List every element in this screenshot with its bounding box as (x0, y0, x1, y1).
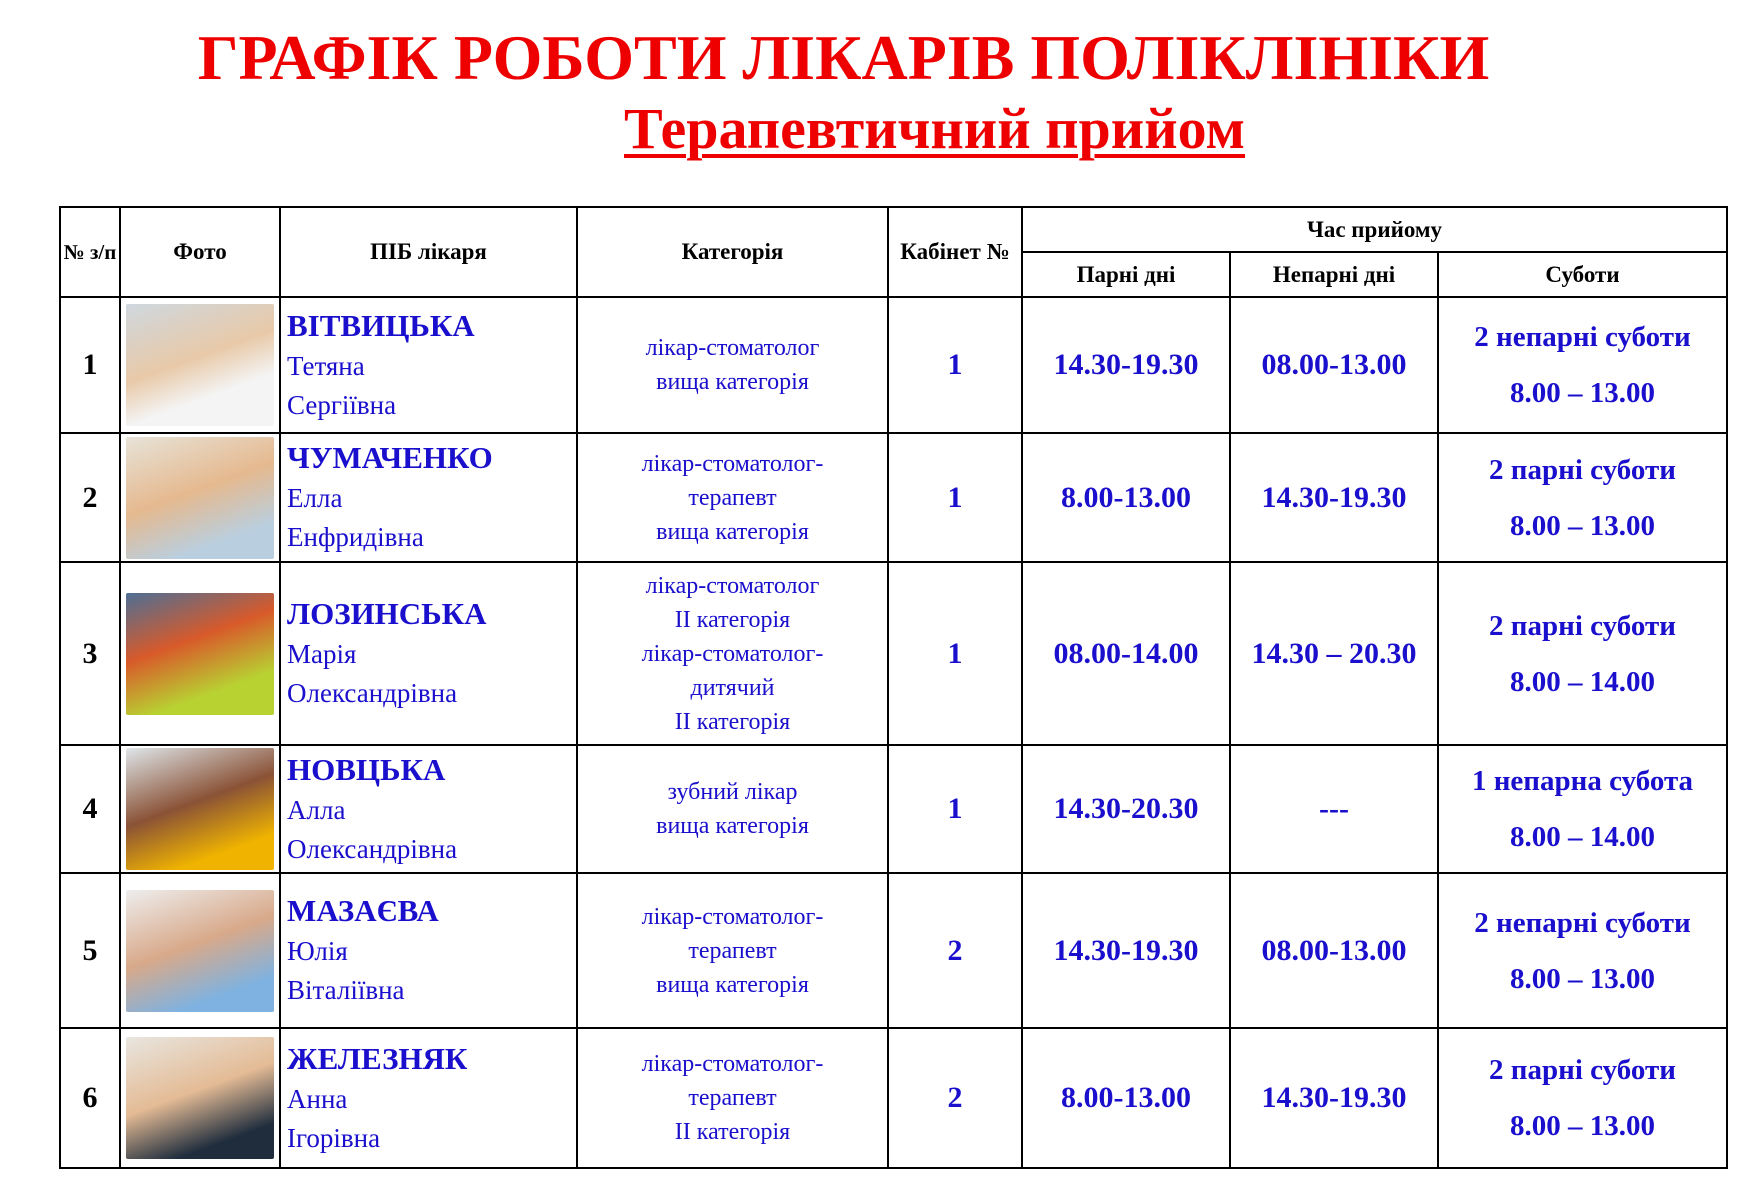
doctor-name (280, 873, 577, 1028)
surname: ВІТВИЦЬКА (287, 307, 475, 343)
header-sat: Суботи (1438, 252, 1727, 297)
saturday-days: 1 непарна субота (1471, 765, 1694, 797)
saturday-days: 2 парні суботи (1489, 453, 1676, 486)
saturday-schedule (1438, 433, 1727, 562)
saturday-time: 8.00 – 13.00 (1510, 377, 1655, 409)
header-num: № з/п (60, 207, 120, 297)
given-name: Елла (287, 483, 343, 513)
header-category: Категорія (577, 207, 888, 297)
row-number: 1 (60, 297, 120, 433)
given-name: Тетяна (287, 350, 365, 381)
patronymic: Сергіївна (287, 389, 397, 420)
photo-cell (120, 745, 280, 873)
header-name: ПІБ лікаря (280, 207, 577, 297)
saturday-time: 8.00 – 14.00 (1510, 821, 1655, 853)
given-name: Марія (287, 639, 357, 669)
doctor-photo (126, 748, 274, 870)
odd-days-time: 08.00-13.00 (1230, 873, 1438, 1028)
photo-cell (120, 562, 280, 745)
given-name: Юлія (287, 936, 348, 966)
row-number: 3 (60, 562, 120, 745)
header-even: Парні дні (1022, 252, 1230, 297)
odd-days-time: --- (1230, 745, 1438, 873)
table-row (60, 873, 1727, 1028)
even-days-time: 14.30-19.30 (1022, 873, 1230, 1028)
page-title: ГРАФІК РОБОТИ ЛІКАРІВ ПОЛІКЛІНІКИ (197, 22, 1490, 93)
header-time: Час прийому (1022, 207, 1727, 252)
category (577, 562, 888, 745)
category-line: терапевт (688, 937, 777, 964)
cabinet: 2 (888, 873, 1022, 1028)
header-photo: Фото (120, 207, 280, 297)
saturday-time: 8.00 – 14.00 (1510, 665, 1655, 698)
category (577, 433, 888, 562)
given-name: Алла (287, 794, 346, 825)
surname: ЧУМАЧЕНКО (287, 440, 493, 475)
category-line: лікар-стоматолог- (641, 450, 824, 477)
doctor-name (280, 562, 577, 745)
table-row (60, 433, 1727, 562)
category-line: дитячий (690, 674, 775, 701)
even-days-time: 08.00-14.00 (1022, 562, 1230, 745)
saturday-time: 8.00 – 13.00 (1510, 509, 1655, 542)
even-days-time: 8.00-13.00 (1022, 1028, 1230, 1168)
patronymic: Ігорівна (287, 1122, 381, 1153)
doctor-name (280, 433, 577, 562)
saturday-time: 8.00 – 13.00 (1510, 962, 1655, 995)
category (577, 1028, 888, 1168)
category-line: вища категорія (656, 813, 809, 839)
saturday-schedule (1438, 873, 1727, 1028)
photo-cell (120, 1028, 280, 1168)
given-name: Анна (287, 1083, 348, 1114)
odd-days-time: 14.30-19.30 (1230, 433, 1438, 562)
saturday-schedule (1438, 297, 1727, 433)
category-line: лікар-стоматолог- (641, 903, 824, 930)
photo-cell (120, 297, 280, 433)
row-number: 4 (60, 745, 120, 873)
surname: НОВЦЬКА (287, 751, 446, 787)
saturday-schedule (1438, 745, 1727, 873)
page-subtitle: Терапевтичний прийом (624, 96, 1246, 161)
category-line: вища категорія (656, 518, 809, 545)
surname: МАЗАЄВА (287, 893, 439, 928)
cabinet: 1 (888, 297, 1022, 433)
header-odd: Непарні дні (1230, 252, 1438, 297)
even-days-time: 14.30-19.30 (1022, 297, 1230, 433)
category-line: лікар-стоматолог- (641, 640, 824, 667)
category-line: терапевт (688, 484, 777, 511)
category-line: вища категорія (656, 971, 809, 998)
row-number: 5 (60, 873, 120, 1028)
saturday-schedule (1438, 562, 1727, 745)
cabinet: 1 (888, 745, 1022, 873)
doctor-photo (126, 890, 274, 1012)
cabinet: 1 (888, 433, 1022, 562)
doctor-photo (126, 437, 274, 559)
doctor-photo (126, 1037, 274, 1159)
saturday-schedule (1438, 1028, 1727, 1168)
saturday-days: 2 парні суботи (1489, 1054, 1676, 1086)
saturday-days: 2 непарні суботи (1474, 321, 1691, 353)
photo-cell (120, 433, 280, 562)
cabinet: 1 (888, 562, 1022, 745)
surname: ЖЕЛЕЗНЯК (287, 1040, 468, 1076)
odd-days-time: 14.30-19.30 (1230, 1028, 1438, 1168)
doctor-name (280, 1028, 577, 1168)
category-line: ІІ категорія (674, 1119, 791, 1145)
even-days-time: 8.00-13.00 (1022, 433, 1230, 562)
row-number: 6 (60, 1028, 120, 1168)
category-line: лікар-стоматолог- (641, 1051, 824, 1077)
patronymic: Олександрівна (287, 678, 458, 708)
doctor-photo (126, 304, 274, 426)
category (577, 297, 888, 433)
saturday-days: 2 непарні суботи (1474, 906, 1691, 939)
surname: ЛОЗИНСЬКА (287, 596, 487, 631)
category-line: ІІ категорія (674, 606, 791, 633)
doctor-name (280, 745, 577, 873)
category-line: зубний лікар (667, 779, 798, 805)
row-number: 2 (60, 433, 120, 562)
doctor-photo (126, 593, 274, 715)
schedule-table (59, 206, 1728, 1169)
header-cabinet: Кабінет № (888, 207, 1022, 297)
saturday-time: 8.00 – 13.00 (1510, 1110, 1655, 1142)
doctor-name (280, 297, 577, 433)
cabinet: 2 (888, 1028, 1022, 1168)
category (577, 873, 888, 1028)
odd-days-time: 14.30 – 20.30 (1230, 562, 1438, 745)
category-line: лікар-стоматолог (645, 572, 820, 599)
table-row (60, 562, 1727, 745)
patronymic: Віталіївна (287, 975, 405, 1005)
table-row (60, 297, 1727, 433)
category-line: ІІ категорія (674, 708, 791, 735)
category (577, 745, 888, 873)
table-row (60, 745, 1727, 873)
patronymic: Енфридівна (287, 522, 424, 552)
category-line: терапевт (688, 1085, 777, 1111)
photo-cell (120, 873, 280, 1028)
category-line: лікар-стоматолог (645, 335, 820, 361)
category-line: вища категорія (656, 369, 809, 395)
table-row (60, 1028, 1727, 1168)
odd-days-time: 08.00-13.00 (1230, 297, 1438, 433)
saturday-days: 2 парні суботи (1489, 609, 1676, 642)
even-days-time: 14.30-20.30 (1022, 745, 1230, 873)
patronymic: Олександрівна (287, 833, 458, 864)
